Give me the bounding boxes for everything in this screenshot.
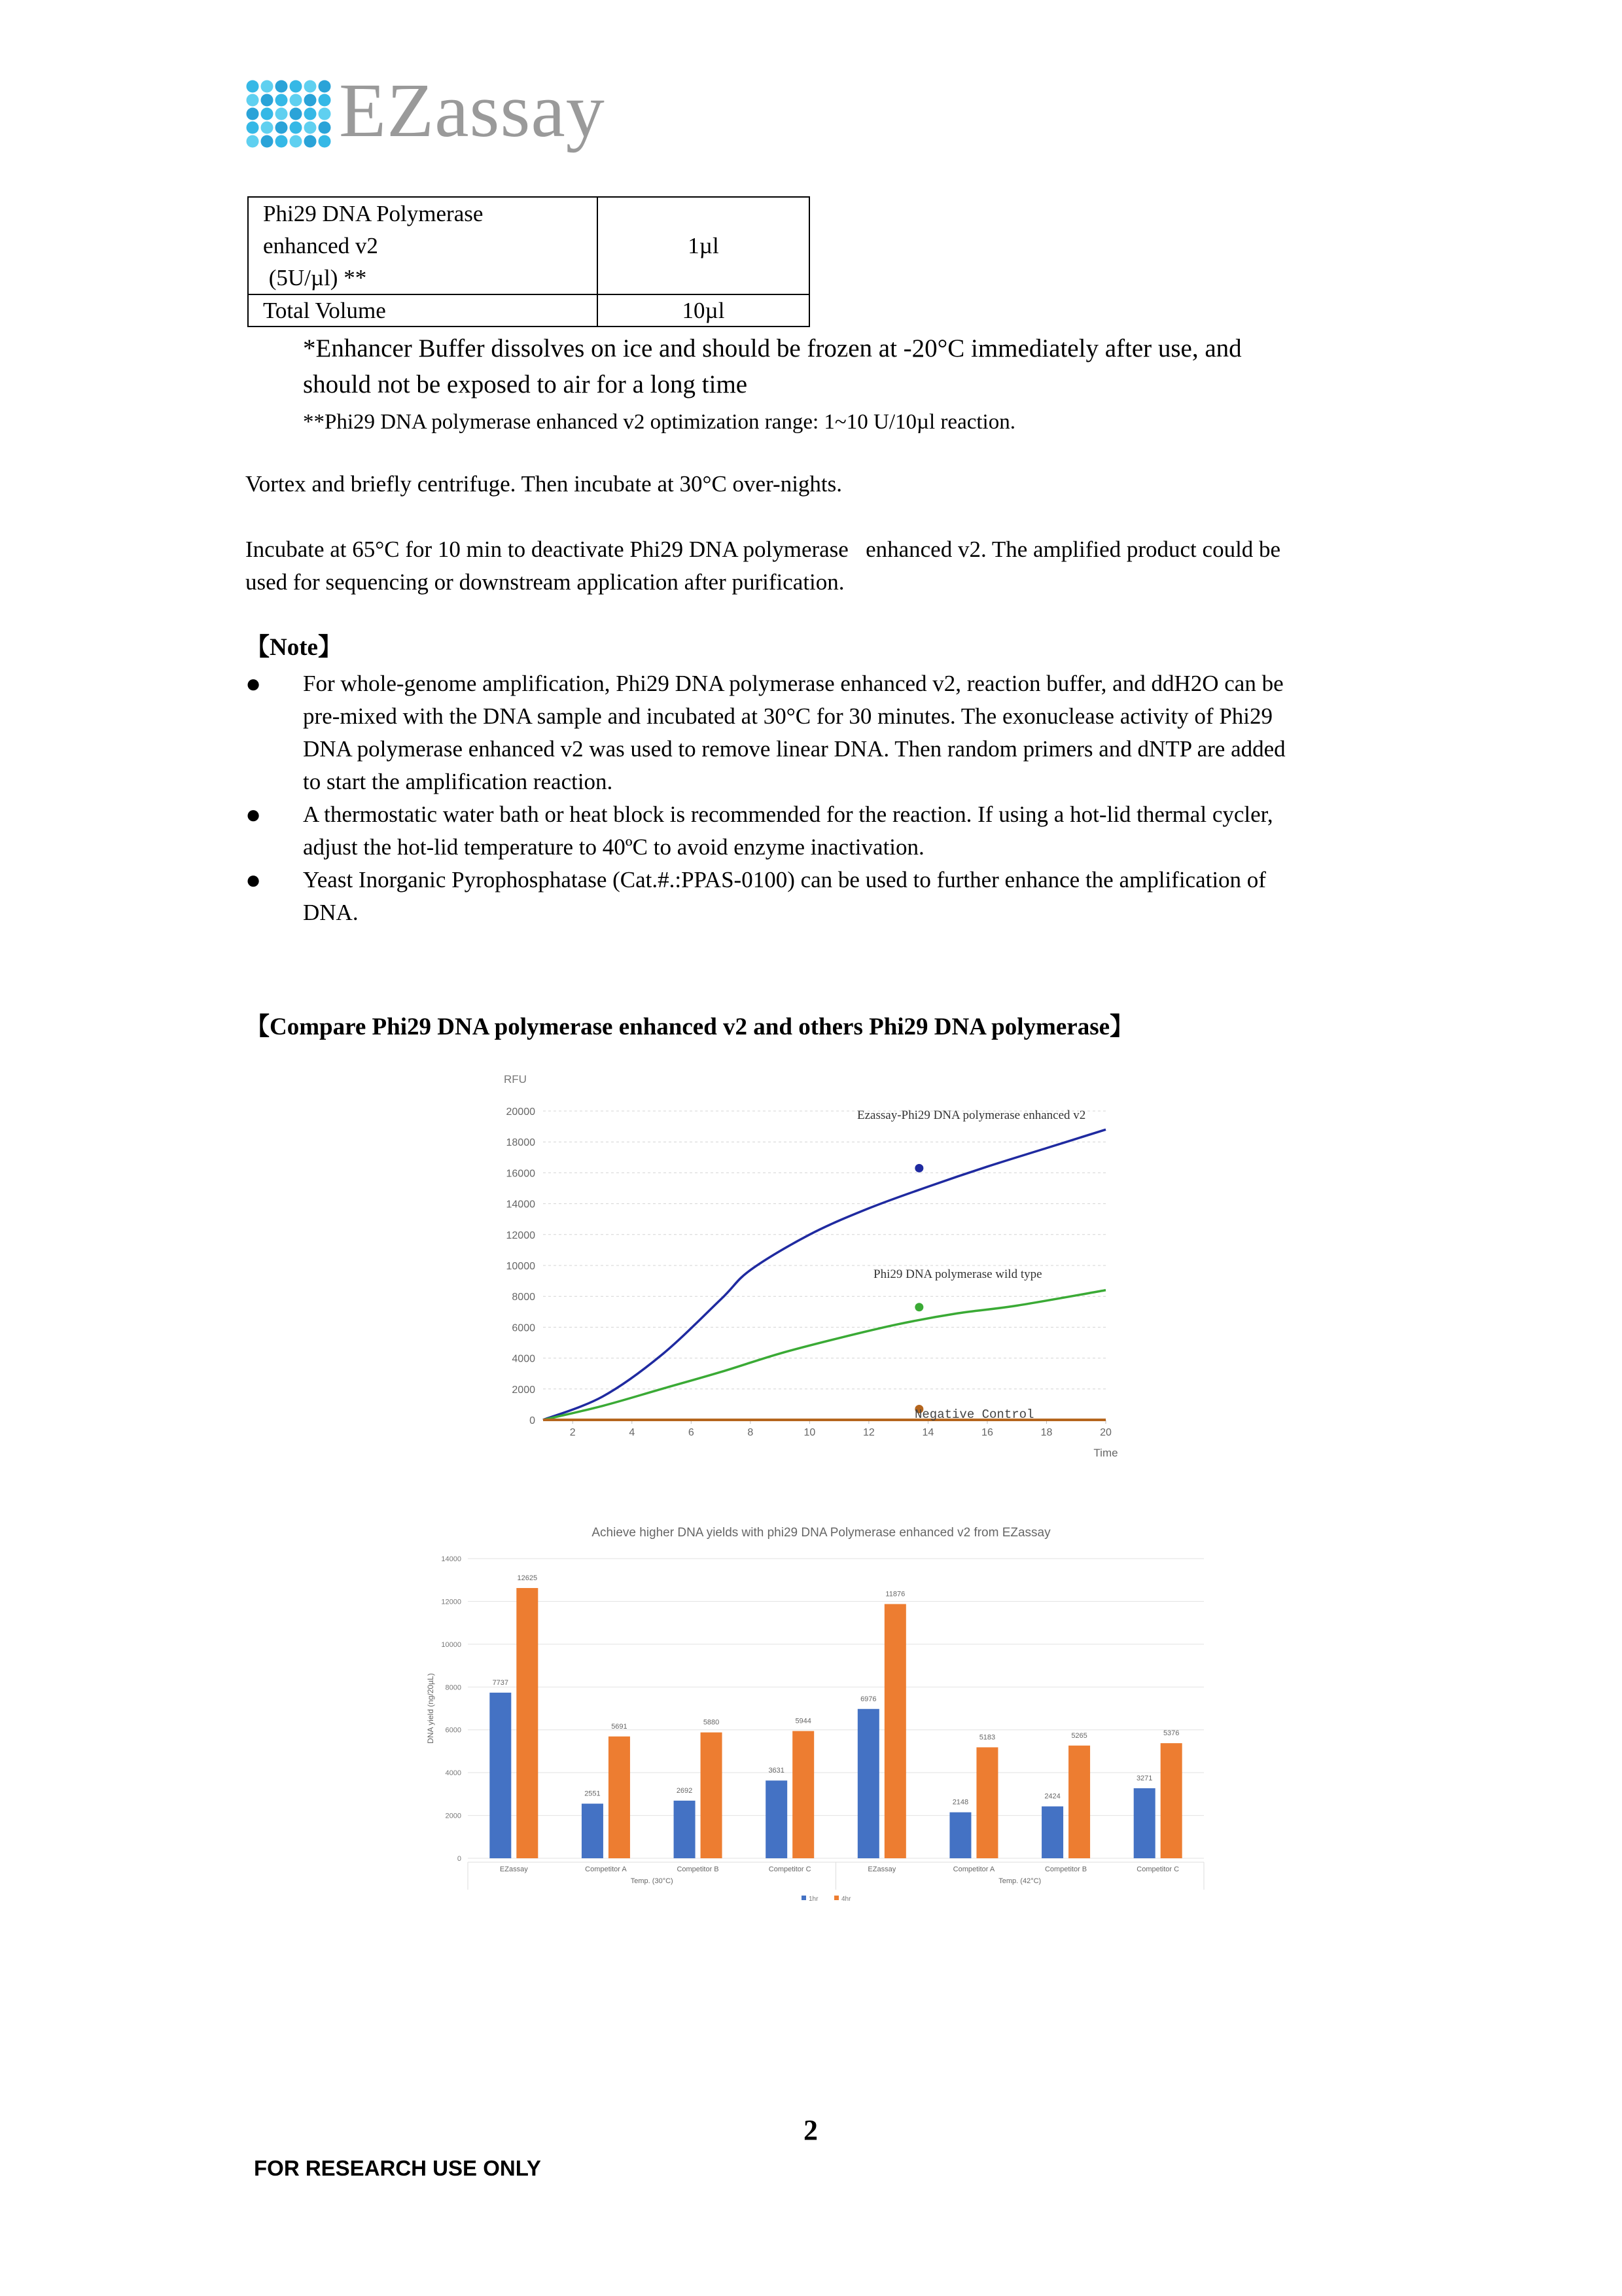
x-tick-label: 14 <box>922 1427 934 1438</box>
logo-dot <box>304 108 317 120</box>
bar <box>858 1709 879 1858</box>
logo-dot <box>261 94 273 107</box>
x-tick-label: Competitor C <box>768 1865 811 1873</box>
table-row <box>248 294 809 327</box>
logo-dot <box>247 80 259 93</box>
bar <box>516 1588 538 1858</box>
logo-dot <box>247 122 259 134</box>
compare-section-title: 【Compare Phi29 DNA polymerase enhanced v2 and others Phi29 DNA polymerase】 <box>245 1014 1135 1040</box>
x-tick-label: 8 <box>747 1427 754 1438</box>
bar-value-label: 6976 <box>860 1695 877 1703</box>
logo-dot <box>275 108 288 120</box>
reagent-table <box>247 196 810 327</box>
series-label: Phi29 DNA polymerase wild type <box>873 1267 1042 1281</box>
footer-disclaimer: FOR RESEARCH USE ONLY <box>254 2156 541 2180</box>
bullet-icon: ● <box>245 800 262 829</box>
logo-dot <box>290 122 302 134</box>
x-tick-label: 20 <box>1100 1427 1112 1438</box>
bar <box>489 1693 511 1858</box>
bar-value-label: 2551 <box>584 1790 601 1798</box>
x-tick-label: 4 <box>629 1427 635 1438</box>
brand-logo <box>245 67 651 153</box>
series-label: Negative Control <box>915 1407 1034 1422</box>
bar <box>1134 1788 1155 1858</box>
bar <box>766 1780 787 1858</box>
y-axis-label: DNA yield (ng/20µL) <box>426 1673 435 1744</box>
x-tick-label: 6 <box>688 1427 694 1438</box>
legend-swatch <box>802 1896 806 1900</box>
series-label: Ezassay-Phi29 DNA polymerase enhanced v2 <box>857 1108 1086 1122</box>
rfu-line-chart <box>484 1067 1152 1479</box>
logo-dot <box>319 108 331 120</box>
reagent-name-line: enhanced v2 <box>263 233 378 258</box>
bar-value-label: 5691 <box>611 1722 627 1731</box>
note-title: 【Note】 <box>245 634 342 661</box>
footnote-enhancer-line1: *Enhancer Buffer dissolves on ice and should be frozen at -20°C immediately after use, and <box>303 334 1242 362</box>
x-tick-label: 18 <box>1040 1427 1053 1438</box>
reagent-name-cell: Total Volume <box>248 294 597 327</box>
logo-dot <box>261 108 273 120</box>
bar-value-label: 5944 <box>795 1717 811 1725</box>
logo-dot <box>247 94 259 107</box>
footnote-optimization: **Phi29 DNA polymerase enhanced v2 optimization range: 1~10 U/10µl reaction. <box>303 410 1015 434</box>
y-tick-label: 18000 <box>506 1137 535 1149</box>
reagent-amount-cell: 10µl <box>597 294 809 327</box>
y-tick-label: 10000 <box>506 1261 535 1272</box>
y-tick-label: 6000 <box>512 1322 535 1334</box>
logo-dot <box>275 94 288 107</box>
x-tick-label: Competitor A <box>585 1865 627 1873</box>
logo-dot <box>261 122 273 134</box>
bullet-icon: ● <box>245 669 262 698</box>
bar <box>949 1812 971 1858</box>
y-tick-label: 20000 <box>506 1106 535 1118</box>
logo-dot <box>304 94 317 107</box>
y-tick-label: 0 <box>457 1855 461 1863</box>
x-tick-label: 2 <box>569 1427 576 1438</box>
bullet-icon: ● <box>245 865 262 894</box>
logo-dot <box>319 94 331 107</box>
reagent-name-line: (5U/µl) ** <box>263 265 367 291</box>
logo-dot <box>304 122 317 134</box>
bar <box>1068 1746 1090 1858</box>
note-bullet-2-line: adjust the hot-lid temperature to 40ºC to avoid enzyme inactivation. <box>303 834 925 860</box>
y-axis-label: RFU <box>504 1073 527 1086</box>
note-bullet-1-line: pre-mixed with the DNA sample and incubated at 30°C for 30 minutes. The exonuclease activity of Phi29 <box>303 703 1273 729</box>
y-tick-label: 4000 <box>512 1353 535 1365</box>
logo-dot <box>304 135 317 148</box>
x-tick-label: 10 <box>803 1427 816 1438</box>
reagent-amount-cell: 1µl <box>597 197 809 294</box>
legend-label: 1hr <box>809 1896 819 1903</box>
bar-value-label: 5376 <box>1163 1729 1180 1738</box>
logo-dot <box>247 108 259 120</box>
bar-value-label: 5265 <box>1071 1731 1087 1740</box>
logo-dot <box>290 135 302 148</box>
logo-dot <box>319 135 331 148</box>
x-tick-label: Competitor B <box>677 1865 719 1873</box>
y-tick-label: 12000 <box>441 1598 461 1606</box>
bar-value-label: 5183 <box>979 1733 996 1742</box>
series-line-wild-type <box>543 1290 1106 1420</box>
note-bullet-3-line: Yeast Inorganic Pyrophosphatase (Cat.#.:PPAS-0100) can be used to further enhance the amplification of <box>303 867 1266 892</box>
group-label: Temp. (42°C) <box>998 1877 1042 1885</box>
bar <box>674 1801 696 1858</box>
bar <box>1161 1743 1182 1858</box>
logo-dot <box>275 80 288 93</box>
bar <box>885 1604 906 1858</box>
brand-name: EZassay <box>339 67 605 153</box>
step-vortex: Vortex and briefly centrifuge. Then incubate at 30°C over-nights. <box>245 471 843 497</box>
legend-swatch <box>834 1896 839 1900</box>
bar-value-label: 3271 <box>1136 1774 1153 1782</box>
y-tick-label: 10000 <box>441 1640 461 1649</box>
logo-dot <box>275 135 288 148</box>
bar <box>792 1731 814 1858</box>
bar-value-label: 7737 <box>492 1678 509 1687</box>
legend-label: 4hr <box>841 1896 851 1903</box>
bar <box>1042 1807 1063 1858</box>
bar <box>701 1733 722 1858</box>
logo-dot <box>290 108 302 120</box>
note-bullet-1-line: For whole-genome amplification, Phi29 DNA polymerase enhanced v2, reaction buffer, and ddH2O can be <box>303 671 1284 696</box>
bar-value-label: 2424 <box>1044 1792 1061 1801</box>
bar-value-label: 11876 <box>885 1590 906 1598</box>
y-tick-label: 16000 <box>506 1168 535 1180</box>
x-axis-label: Time <box>1093 1447 1118 1459</box>
logo-dot <box>290 80 302 93</box>
chart-title: Achieve higher DNA yields with phi29 DNA Polymerase enhanced v2 from EZassay <box>591 1526 1051 1540</box>
note-bullet-3-line: DNA. <box>303 900 359 925</box>
bar <box>608 1737 630 1858</box>
logo-dot <box>319 122 331 134</box>
step-incubate-line1: Incubate at 65°C for 10 min to deactivate Phi29 DNA polymerase enhanced v2. The amplified product could be <box>245 537 1281 562</box>
page-number: 2 <box>803 2114 818 2146</box>
bar-value-label: 2692 <box>676 1786 693 1795</box>
bar <box>976 1747 998 1858</box>
y-tick-label: 8000 <box>445 1684 461 1692</box>
y-tick-label: 14000 <box>506 1199 535 1210</box>
y-tick-label: 12000 <box>506 1229 535 1241</box>
logo-dot <box>290 94 302 107</box>
reagent-name-cell <box>248 197 597 294</box>
y-tick-label: 2000 <box>445 1812 461 1820</box>
legend-marker <box>915 1164 923 1173</box>
note-bullet-2-line: A thermostatic water bath or heat block is recommended for the reaction. If using a hot-lid thermal cycler, <box>303 802 1273 827</box>
y-tick-label: 4000 <box>445 1769 461 1778</box>
footnote-enhancer-line2: should not be exposed to air for a long time <box>303 370 748 398</box>
bar <box>582 1804 603 1858</box>
x-tick-label: Competitor B <box>1044 1865 1087 1873</box>
y-tick-label: 8000 <box>512 1292 535 1303</box>
legend-marker <box>915 1303 923 1311</box>
bar-value-label: 2148 <box>952 1798 969 1807</box>
bar-value-label: 12625 <box>517 1574 538 1582</box>
y-tick-label: 0 <box>529 1415 535 1426</box>
logo-dot <box>261 80 273 93</box>
y-tick-label: 14000 <box>441 1555 461 1563</box>
reagent-name-line: Phi29 DNA Polymerase <box>263 201 484 226</box>
y-tick-label: 6000 <box>445 1726 461 1735</box>
logo-dot <box>247 135 259 148</box>
logo-dot <box>304 80 317 93</box>
logo-dot <box>319 80 331 93</box>
y-tick-label: 2000 <box>512 1384 535 1396</box>
x-tick-label: Competitor C <box>1137 1865 1180 1873</box>
x-tick-label: 12 <box>862 1427 875 1438</box>
dna-yield-bar-chart <box>419 1518 1224 1924</box>
table-row <box>248 197 809 294</box>
group-label: Temp. (30°C) <box>630 1877 673 1885</box>
note-bullet-1-line: to start the amplification reaction. <box>303 769 613 794</box>
x-tick-label: EZassay <box>868 1865 896 1873</box>
bar-value-label: 5880 <box>703 1718 720 1727</box>
note-bullet-1-line: DNA polymerase enhanced v2 was used to remove linear DNA. Then random primers and dNTP are added <box>303 736 1286 762</box>
step-incubate-line2: used for sequencing or downstream application after purification. <box>245 569 845 595</box>
logo-dot <box>275 122 288 134</box>
bar-value-label: 3631 <box>768 1767 785 1775</box>
x-tick-label: 16 <box>981 1427 993 1438</box>
dot-grid-logo-icon <box>245 79 334 150</box>
x-tick-label: Competitor A <box>953 1865 995 1873</box>
x-tick-label: EZassay <box>499 1865 528 1873</box>
logo-dot <box>261 135 273 148</box>
